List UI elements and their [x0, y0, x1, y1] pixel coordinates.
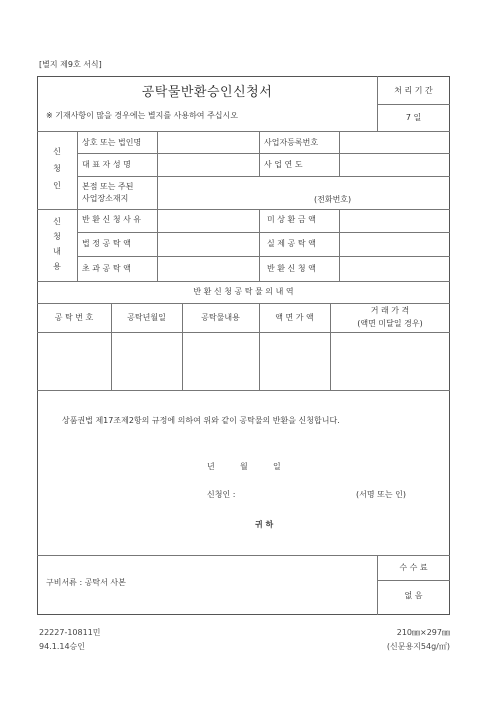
statement-text: 상품권법 제17조제2항의 규정에 의하여 위와 같이 공탁물의 반환을 신청합니다.: [62, 416, 340, 425]
divider: [37, 303, 450, 304]
approval-date: 94.1.14승인: [39, 642, 85, 651]
return-request-label: 반 환 신 청 액: [267, 264, 316, 273]
divider: [330, 303, 331, 390]
divider: [339, 209, 340, 281]
unpaid-amount-label: 미 상 환 금 액: [267, 215, 316, 224]
divider: [259, 131, 260, 176]
date-month: 월: [240, 462, 248, 471]
application-label-4: 용: [53, 262, 61, 271]
divider: [157, 131, 158, 176]
col-deposit-no: 공 탁 번 호: [54, 313, 94, 322]
address-label-2: 사업장소재지: [82, 194, 129, 203]
divider: [77, 256, 450, 257]
application-label-2: 청: [53, 232, 61, 241]
fee-label: 수 수 료: [399, 563, 428, 572]
business-year-label: 사 업 연 도: [264, 160, 303, 169]
divider: [37, 390, 450, 391]
application-label-3: 내: [53, 247, 61, 256]
company-name-label: 상호 또는 법인명: [82, 138, 142, 147]
divider: [157, 176, 158, 209]
divider: [77, 153, 450, 154]
legal-deposit-label: 법 정 공 탁 액: [82, 239, 131, 248]
application-label-1: 신: [53, 217, 61, 226]
divider: [377, 580, 450, 581]
fee-value: 없 음: [404, 591, 423, 600]
processing-label: 처 리 기 간: [394, 86, 433, 95]
divider: [37, 131, 450, 132]
processing-value: 7 일: [405, 113, 422, 122]
form-note: ※ 기재사항이 많을 경우에는 별지를 사용하여 주십시오: [46, 111, 238, 120]
divider: [37, 209, 450, 210]
addressee-label: 귀 하: [255, 520, 274, 529]
required-documents: 구비서류 : 공탁서 사본: [46, 578, 126, 587]
divider: [339, 131, 340, 176]
paper-type: (신문용지54g/㎡): [386, 642, 450, 651]
date-year: 년: [207, 462, 215, 471]
divider: [77, 232, 450, 233]
divider: [37, 555, 450, 556]
form-number: [별지 제9호 서식]: [39, 60, 102, 69]
divider: [37, 332, 450, 333]
divider: [77, 176, 450, 177]
divider: [77, 131, 78, 281]
applicant-label-1: 신: [53, 147, 61, 156]
actual-deposit-label: 실 제 공 탁 액: [267, 239, 316, 248]
form-code: 22227-10811민: [39, 628, 101, 637]
col-face-value: 액 면 가 액: [275, 313, 314, 322]
address-label-1: 본점 또는 주된: [82, 182, 134, 191]
divider: [157, 209, 158, 281]
applicant-label-2: 청: [53, 164, 61, 173]
page-title: 공탁물반환승인신청서: [141, 85, 273, 100]
sign-note: (서명 또는 인): [356, 490, 406, 499]
applicant-sign-label: 신청인 :: [207, 490, 236, 499]
applicant-label-3: 인: [53, 181, 61, 190]
col-deposit-date: 공탁년월일: [127, 313, 166, 322]
paper-size: 210㎜×297㎜: [396, 628, 450, 637]
form-frame: [37, 76, 450, 615]
excess-deposit-label: 초 과 공 탁 액: [82, 264, 131, 273]
col-deposit-content: 공탁물내용: [201, 313, 240, 322]
return-reason-label: 반 환 신 청 사 유: [82, 215, 142, 224]
rep-name-label: 대 표 자 성 명: [82, 160, 131, 169]
divider: [37, 281, 450, 282]
divider: [259, 209, 260, 281]
col-trade-price: 거 래 가 격: [370, 306, 410, 315]
col-trade-price-note: (액면 미달일 경우): [357, 319, 423, 328]
divider: [377, 104, 450, 105]
date-day: 일: [273, 462, 281, 471]
reg-no-label: 사업자등록번호: [264, 138, 319, 147]
details-title: 반 환 신 청 공 탁 물 의 내 역: [193, 287, 294, 296]
phone-label: (전화번호): [314, 195, 352, 204]
